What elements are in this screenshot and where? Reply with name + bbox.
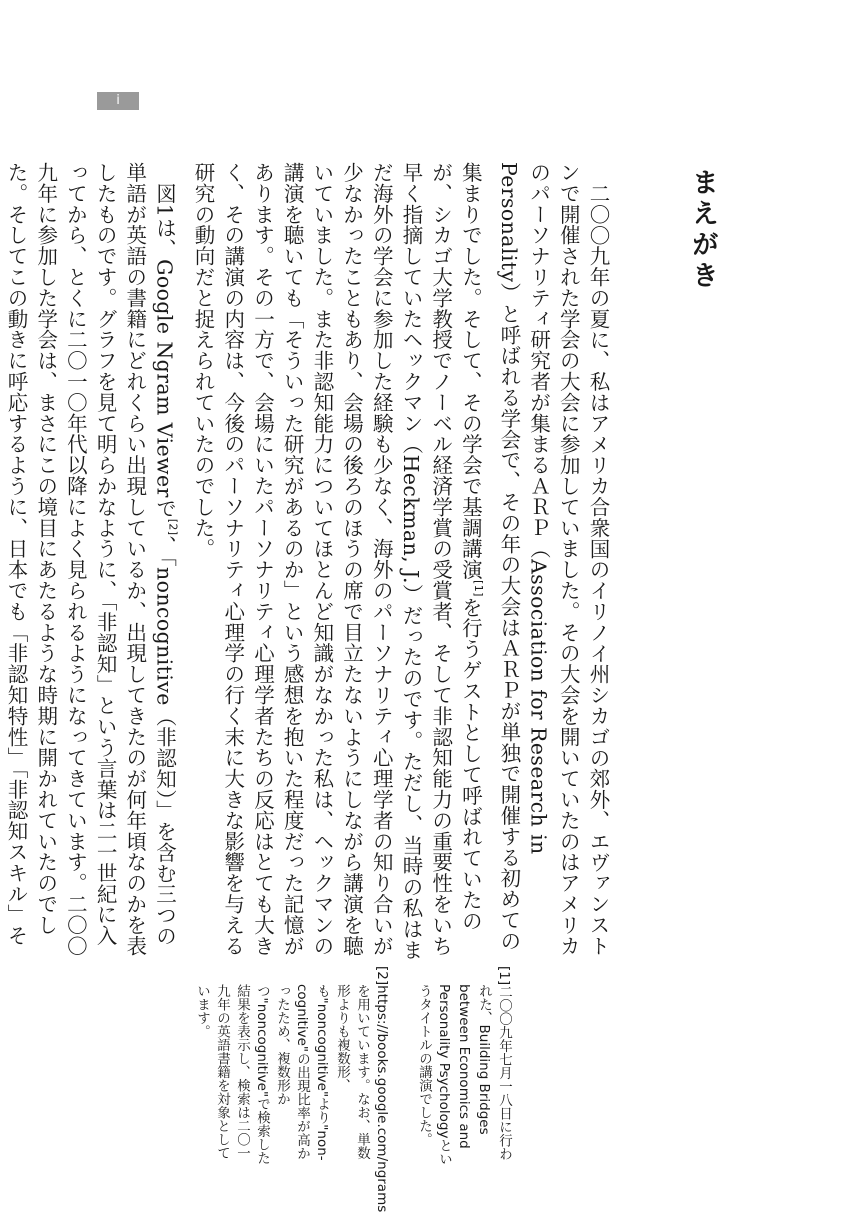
footnote-2-mark: [2] [374, 966, 390, 986]
footnotes [82, 966, 514, 1213]
paragraph-1-part-1: 二〇〇九年の夏に、私はアメリカ合衆国のイリノイ州シカゴの郊外、エヴァンストンで開催された学会の大会に参加していました。その大会を開いていたのはアメリカのパーソナリティ研究者が集まるＡＲＰ（Association for Research in Personality）と呼ばれる学会で、その年の大会はＡＲＰが単独で開催する初めての集まりでした。そして、その学会で基調講演 [458, 162, 610, 957]
paragraph-1 [187, 162, 612, 962]
chapter-title: まえがき [687, 168, 718, 292]
paragraph-2-part-1: 図1は、Google Ngram Viewerで [152, 182, 177, 519]
main-text [3, 162, 612, 962]
paragraph-1-part-2: を行うゲストとして呼ばれていたのが、シカゴ大学教授でノーベル経済学賞の受賞者、そして非認知能力の重要性をいち早く指摘していたヘックマン（Heckman, J.）だったのです。ただし、当時の私はまだ海外の学会に参加した経験も少なく、海外のパーソナリティ心理学者の知り合いが少なかったこともあり、会場の後ろのほうの席で目立たないようにしながら講演を聴いていました。また非認知能力についてほとんど知識がなかった私は、ヘックマンの講演を聴いても「そういった研究があるのか」という感想を抱いた程度だった記憶があります。その一方で、会場にいたパーソナリティ心理学者たちの反応はとても大きく、その講演の内容は、今後のパーソナリティ心理学の行く末に大きな影響を与える研究の動向だと捉えられていたのでした。 [191, 162, 483, 961]
page-folio: i [97, 92, 139, 110]
footnote-1 [414, 966, 514, 1170]
footnote-1-text: 二〇〇九年七月一八日に行われた、Building Bridges between Economics and Personality Psychologyというタイトルの講演でした。 [416, 984, 512, 1166]
footnote-ref-2: [2] [166, 518, 180, 535]
footnote-1-mark: [1] [496, 966, 512, 986]
footnote-2 [192, 966, 392, 1213]
footnote-2-text: https://books.google.com/ngramsを用いています。なお、単数形よりも複数形、も"noncognitive"より"non-cognitive"の出現比率が高かったため、複数形かつ"noncognitive"で検索した結果を表示し、検索は二〇一九年の英語書籍を対象としています。 [194, 984, 390, 1213]
paragraph-2-part-2: 、「noncognitive（非認知）」を含む三つの単語が英語の書籍にどれくらい出現しているか、出現してきたのが何年頃なのかを表したものです。グラフを見て明らかなように、「非認知」という言葉は二一世紀に入ってから、とくに二〇一〇年代以降によく見られるようになってきています。二〇〇九年に参加した学会は、まさにこの境目にあたるような時期に開かれていたのでした。そしてこの動きに呼応するように、日本でも「非認知特性」「非認知スキル」そ [3, 162, 177, 957]
paragraph-2 [0, 162, 187, 962]
footnote-ref-1: [1] [472, 580, 486, 597]
